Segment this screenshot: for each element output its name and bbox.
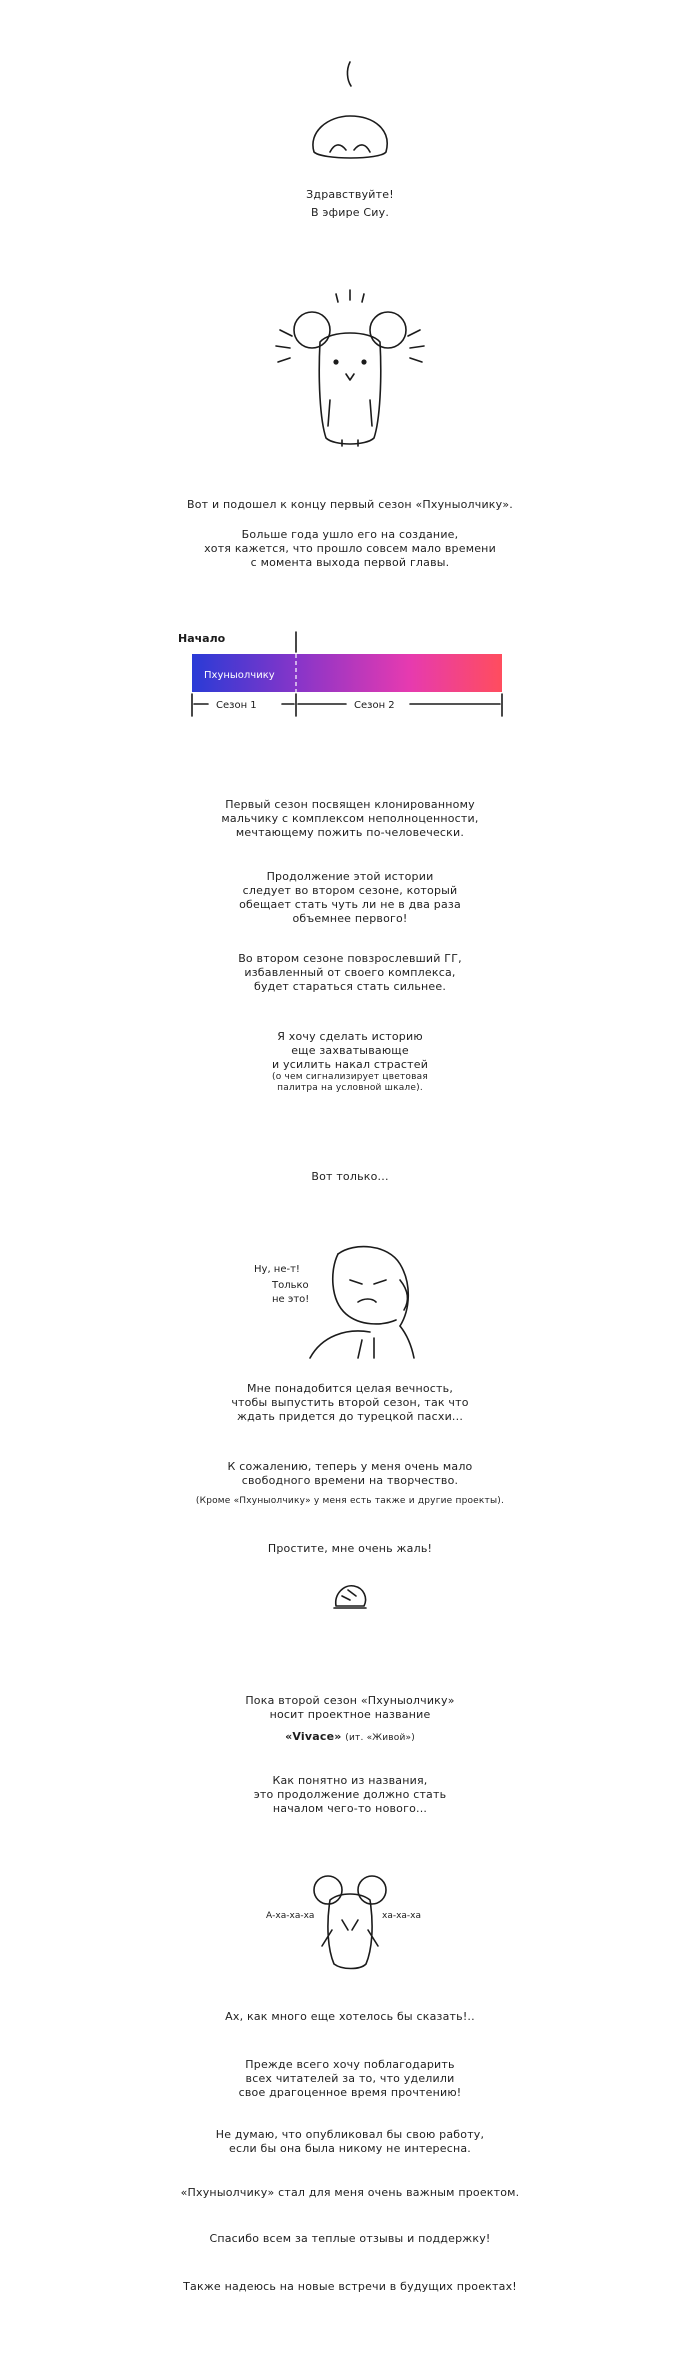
explain-line-1: Как понятно из названия, [272,1774,428,1787]
greeting-block [0,188,700,220]
outro-block-2 [0,2058,700,2100]
story-2-line-b: следует во втором сезоне, который [242,884,458,897]
time-line-3: (Кроме «Пхуныолчику» у меня есть также и другие проекты). [195,1496,505,1506]
only-text-block [0,1170,700,1184]
story-4-line-e: палитра на условной шкале). [277,1083,423,1093]
story-2-line-a: Продолжение этой истории [266,870,434,883]
bowing-character-illustration [330,1578,370,1614]
on-air-text: В эфире Сиу. [310,206,390,219]
story-4-line-c: и усилить накал страстей [271,1058,429,1071]
project-name-line [0,1730,700,1744]
season-timeline [178,628,508,728]
outro-block-4 [0,2186,700,2200]
delay-line-2: чтобы выпустить второй сезон, так что [231,1396,469,1409]
laugh-text-right: ха-ха-ха [382,1911,422,1921]
story-block-4 [0,1030,700,1094]
story-1-line-a: Первый сезон посвящен клонированному [225,798,475,811]
project-name: «Vivace» [285,1730,342,1743]
shout-text-1: Ну, не-т! [254,1264,300,1275]
timeline-season-1: Сезон 1 [216,700,257,711]
outro-line-7: «Пхуныолчику» стал для меня очень важным проектом. [180,2186,520,2199]
season-end-paragraph-2: хотя кажется, что прошло совсем мало времени [204,542,496,555]
story-3-line-b: избавленный от своего комплекса, [244,966,456,979]
outro-line-9: Также надеюсь на новые встречи в будущих проектах! [183,2280,517,2293]
delay-block [0,1382,700,1424]
outro-line-5: Не думаю, что опубликовал бы свою работу, [215,2128,485,2141]
story-3-line-a: Во втором сезоне повзрослевший ГГ, [238,952,462,965]
delay-line-1: Мне понадобится целая вечность, [246,1382,454,1395]
story-3-line-c: будет стараться стать сильнее. [253,980,447,993]
shout-text-2: Только [272,1280,309,1291]
only-text: Вот только... [311,1170,389,1183]
story-2-line-d: объемнее первого! [292,912,408,925]
shocked-character-illustration [250,1240,430,1360]
story-4-line-d: (о чем сигнализирует цветовая [272,1072,428,1082]
outro-block-5 [0,2232,700,2246]
season-end-paragraph-3: с момента выхода первой главы. [250,556,450,569]
outro-block-3 [0,2128,700,2156]
timeline-start-label: Начало [178,632,226,645]
mouse-character-illustration [270,290,430,450]
project-line-1: Пока второй сезон «Пхуныолчику» [245,1694,455,1707]
project-name-note: (ит. «Живой») [345,1733,415,1743]
outro-line-3: всех читателей за то, что уделили [245,2072,455,2085]
story-4-line-a: Я хочу сделать историю [277,1030,423,1043]
timeline-bar-label: Пхуныолчику [204,670,275,681]
shout-text-3: не это! [272,1294,310,1305]
sorry-block [0,1542,700,1556]
project-block [0,1694,700,1744]
explain-line-2: это продолжение должно стать [253,1788,447,1801]
blob-character-illustration [300,60,400,170]
laughing-character-illustration [250,1870,450,1970]
outro-block-6 [0,2280,700,2294]
time-line-2: свободного времени на творчество. [241,1474,459,1487]
explain-line-3: началом чего-то нового... [272,1802,428,1815]
time-line-1: К сожалению, теперь у меня очень мало [227,1460,473,1473]
story-block-3 [0,952,700,994]
sorry-text: Простите, мне очень жаль! [267,1542,433,1555]
story-block-1 [0,798,700,840]
story-4-line-b: еще захватывающе [291,1044,409,1057]
outro-line-4: свое драгоценное время прочтению! [238,2086,462,2099]
story-2-line-c: обещает стать чуть ли не в два раза [239,898,461,911]
laugh-text-left: А-ха-ха-ха [266,1911,315,1921]
outro-line-2: Прежде всего хочу поблагодарить [245,2058,455,2071]
story-block-2 [0,870,700,926]
timeline-season-2: Сезон 2 [354,700,395,711]
outro-line-8: Спасибо всем за теплые отзывы и поддержку! [209,2232,491,2245]
story-1-line-b: мальчику с комплексом неполноценности, [221,812,479,825]
project-line-2: носит проектное название [269,1708,431,1721]
outro-block-1 [0,2010,700,2024]
project-explain-block [0,1774,700,1816]
outro-line-6: если бы она была никому не интересна. [229,2142,471,2155]
greeting-text: Здравствуйте! [306,188,394,201]
season-end-text: Вот и подошел к концу первый сезон «Пхуныолчику». [187,498,513,511]
season-end-block [0,498,700,570]
season-end-paragraph-1: Больше года ушло его на создание, [241,528,459,541]
outro-line-1: Ах, как много еще хотелось бы сказать!.. [225,2010,475,2023]
delay-line-3: ждать придется до турецкой пасхи... [236,1410,464,1423]
time-block [0,1460,700,1507]
story-1-line-c: мечтающему пожить по-человечески. [235,826,465,839]
